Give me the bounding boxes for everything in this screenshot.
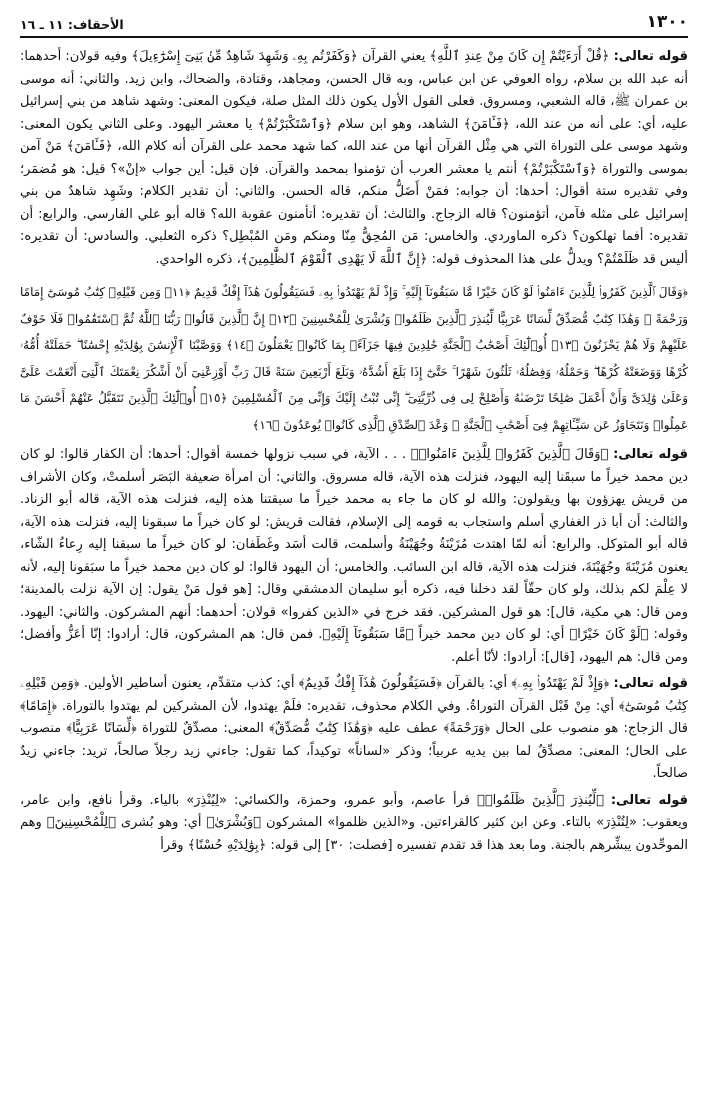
quran-verses-text: ﴿وَقَالَ ٱلَّذِينَ كَفَرُوا۟ لِلَّذِينَ ءَامَنُوا۟ لَوْ كَانَ خَيْرًا مَّا سَبَقُونَآ إِلَيْهِ ۚ وَإِذْ لَمْ يَهْتَدُوا۟ بِهِۦ فَسَيَقُولُونَ هَٰذَآ إِفْكٌ قَدِيمٌ ﴿١١﴾ وَمِن قَبْلِهِۦ كِتَٰبُ مُوسَىٰٓ إِمَامًا وَرَحْمَةً ۚ وَهَٰذَا كِتَٰبٌ مُّصَدِّقٌ لِّسَانًا عَرَبِيًّا لِّيُنذِرَ ٱلَّذِينَ ظَلَمُوا۟ وَبُشْرَىٰ لِلْمُحْسِنِينَ ﴿١٢﴾ إِنَّ ٱلَّذِينَ قَالُوا۟ رَبُّنَا ٱللَّهُ ثُمَّ ٱسْتَقَٰمُوا۟ فَلَا خَوْفٌ عَلَيْهِمْ وَلَا هُمْ يَحْزَنُونَ ﴿١٣﴾ أُو۟لَٰٓئِكَ أَصْحَٰبُ ٱلْجَنَّةِ خَٰلِدِينَ فِيهَا جَزَآءًۢ بِمَا كَانُوا۟ يَعْمَلُونَ ﴿١٤﴾ وَوَصَّيْنَا ٱلْإِنسَٰنَ بِوَٰلِدَيْهِ إِحْسَٰنًا ۖ حَمَلَتْهُ أُمُّهُۥ كُرْهًا وَوَضَعَتْهُ كُرْهًا ۖ وَحَمْلُهُۥ وَفِصَٰلُهُۥ ثَلَٰثُونَ شَهْرًا ۚ حَتَّىٰٓ إِذَا بَلَغَ أَشُدَّهُۥ وَبَلَغَ أَرْبَعِينَ سَنَةً قَالَ رَبِّ أَوْزِعْنِىٓ أَنْ أَشْكُرَ نِعْمَتَكَ ٱلَّتِىٓ أَنْعَمْتَ عَلَىَّ وَعَلَىٰ وَٰلِدَىَّ وَأَنْ أَعْمَلَ صَٰلِحًا تَرْضَىٰهُ وَأَصْلِحْ لِى فِى ذُرِّيَّتِىٓ ۖ إِنِّى تُبْتُ إِلَيْكَ وَإِنِّى مِنَ ٱلْمُسْلِمِينَ ﴿١٥﴾ أُو۟لَٰٓئِكَ ٱلَّذِينَ نَتَقَبَّلُ عَنْهُمْ أَحْسَنَ مَا عَمِلُوا۟ وَنَتَجَاوَزُ عَن سَيِّـَٔاتِهِمْ فِىٓ أَصْحَٰبِ ٱلْجَنَّةِ ۖ وَعْدَ ٱلصِّدْقِ ٱلَّذِى كَانُوا۟ يُوعَدُونَ ﴿١٦﴾ [20, 285, 689, 432]
page-header [20, 8, 688, 38]
page-body [20, 46, 688, 857]
page-number: ١٣٠٠ [646, 12, 688, 32]
paragraph-lead: قوله تعالى: [613, 676, 689, 691]
commentary-paragraph-1 [20, 46, 688, 271]
commentary-paragraph-3 [20, 673, 688, 786]
quran-verses-block [20, 279, 688, 438]
paragraph-text: ﴿قُلْ أَرَءَيْتُمْ إِن كَانَ مِنْ عِندِ ٱللَّهِ﴾ يعني القرآن ﴿وَكَفَرْتُم بِهِۦ وَشَهِدَ شَاهِدٌ مِّنۢ بَنِىٓ إِسْرَٰٓءِيلَ﴾ وفيه قولان: أحدهما: أنه عبد الله بن سلام، رواه العوفي عن ابن عباس، وبه قال الحسن، ومجاهد، وقتادة، والضحاك، وابن زيد. والثاني: أنه موسى بن عمران ﷺ، قاله الشعبي، ومسروق. فعلى القول الأول يكون ذلك المثل صلة، فيكون المعنى: وشهد شاهد من بني إسرائيل عليه، أي: على أنه من عند الله، ﴿فَـَٔامَنَ﴾ الشاهد، وهو ابن سلام ﴿وَٱسْتَكْبَرْتُمْ﴾ يا معشر اليهود. وعلى الثاني يكون المعنى: وشهد موسى على التوراة التي هي مِثْل القرآن أنها من عند الله، كما شهد محمد على القرآن أنه كلام الله، ﴿فَـَٔامَنَ﴾ مَنْ آمن بموسى والتوراة ﴿وَٱسْتَكْبَرْتُمْ﴾ أنتم يا معشر العرب أن تؤمنوا بمحمد والقرآن. فإن قيل: أين جواب «إنْ»؟ قيل: هو مُضمَر؛ وفي تقديره ستة أقوال: أحدها: أن جوابه: فمَنْ أَضَلُّ منكم، قاله الحسن. والثاني: أن تقدير الكلام: وشَهِد شاهدٌ من بني إسرائيل على مثله فآمن، أتؤمنون؟ قاله الزجاج. والثالث: أن تقديره: أتأمنون عقوبة الله؟ قاله أبو علي الفارسي. والرابع: أن تقديره: أفما تهلكون؟ ذكره الماوردي. والخامس: مَن المُحِقُّ مِنّا ومنكم ومَن المُبْطِل؟ ذكره الثعلبي. والسادس: أن تقديره: أليس قد ظَلَمْتُمْ؟ ويدلُّ على هذا المحذوف قوله: ﴿إِنَّ ٱللَّهَ لَا يَهْدِى ٱلْقَوْمَ ٱلظَّٰلِمِينَ﴾، ذكره الواحدي. [20, 49, 688, 267]
paragraph-text: ﴿وَقَالَ ٱلَّذِينَ كَفَرُوا۟ لِلَّذِينَ ءَامَنُوا۟﴾ . . . الآية، في سبب نزولها خمسة أقوال: أحدها: أن الكفار قالوا: لو كان دين محمد خيراً ما سبقَنا إليه اليهود، فنزلت هذه الآية، قاله مسروق. والثاني: أن امرأة ضعيفة البَصَر أسلمتْ، وكان الأشراف من قريش يهزؤون بها ويقولون: والله لو كان ما جاء به محمد خيراً ما سبقتنا هذه إليه، فنزلت هذه الآية، قاله أبو الزناد. والثالث: أن أبا ذر الغفاري أسلم واستجاب به قومه إلى الإسلام، فقالت قريش: لو كان خيراً ما سبقونا إليه، فنزلت هذه الآية، قاله أبو المتوكل. والرابع: أنه لمّا اهتدت مُزَيْنَةُ وجُهَيْنَةُ وأسلمت، قالت أسَد وغَطَفان: لو كان خيراً ما سبقنا إليه رِعاءُ الشّاء، يعنون مُزَيْنَةَ وجُهَيْنَةَ، فنزلت هذه الآية، قاله ابن السائب. والخامس: أن اليهود قالوا: لو كان دين محمد خيراً ما سبَقونا إليه، لأنه لا عِلْمَ لكم بذلك، ولو كان حقّاً لقد دخلنا فيه، ذكره أبو سليمان الدمشقي وقال: [هو قول مَنْ يقول: إن الآية نزلت بالمدينة؛ ومن قال: هي مكية، قال]: هو قول المشركين. فقد خرج في «الذين كفروا» قولان: أحدهما: أنهم المشركون. والثاني: اليهود. وقوله: ﴿لَوْ كَانَ خَيْرًا﴾ أي: لو كان دين محمد خيراً ﴿مَّا سَبَقُونَآ إِلَيْهِ﴾. فمن قال: هم المشركون، قال: أرادوا: إنّا أعَزُّ وأفضل؛ ومن قال: هم اليهود، [قال]: أرادوا: لأنّا أعلم. [20, 447, 688, 665]
paragraph-text: ﴿لِّيُنذِرَ ٱلَّذِينَ ظَلَمُوا۟﴾ قرأ عاصم، وأبو عمرو، وحمزة، والكسائي: «لِيُنْذِرَ» بالياء. وقرأ نافع، وابن عامر، ويعقوب: «لِتُنْذِرَ» بالتاء. وعن ابن كثير كالقراءتين. و«الذين ظلموا» المشركون ﴿وَبُشْرَىٰ﴾ أي: وهو بُشرى ﴿لِلْمُحْسِنِينَ﴾ وهم الموحِّدون يبشِّرهم بالجنة. وما بعد هذا قد تقدم تفسيره [فصلت: ٣٠] إلى قوله: ﴿بِوَٰلِدَيْهِ حُسْنًا﴾ وقرأ [20, 792, 688, 853]
paragraph-lead: قوله تعالى: [613, 49, 688, 64]
running-head: الأحقاف: ١١ ـ ١٦ [20, 17, 124, 32]
paragraph-lead: قوله تعالى: [610, 792, 688, 808]
paragraph-lead: قوله تعالى: [613, 447, 688, 462]
commentary-paragraph-4 [20, 790, 688, 858]
paragraph-text: ﴿وَإِذْ لَمْ يَهْتَدُوا۟ بِهِۦ﴾ أي: بالقرآن ﴿فَسَيَقُولُونَ هَٰذَآ إِفْكٌ قَدِيمٌ﴾ أي: كذب متقدِّم، يعنون أساطير الأولين. ﴿وَمِن قَبْلِهِۦ كِتَٰبُ مُوسَىٰٓ﴾ أي: مِنْ قَبْل القرآن التوراةُ. وفي الكلام محذوف، تقديره: فلَمْ يهتدوا، لأن المشركين لم يهتدوا بالتوراة. ﴿إِمَامًا﴾ قال الزجاج: هو منصوب على الحال ﴿وَرَحْمَةً﴾ عطف عليه ﴿وَهَٰذَا كِتَٰبٌ مُّصَدِّقٌ﴾ المعنى: مصدِّقٌ للتوراة ﴿لِّسَانًا عَرَبِيًّا﴾ منصوب على الحال؛ المعنى: مصدِّقٌ لما بين يديه عربياً؛ وذكر «لساناً» توكيداً، كما تقول: جاءني زيد رجلاً صالحاً، تريد: جاءني زيدٌ صالحاً. [20, 676, 688, 781]
commentary-paragraph-2 [20, 444, 688, 669]
